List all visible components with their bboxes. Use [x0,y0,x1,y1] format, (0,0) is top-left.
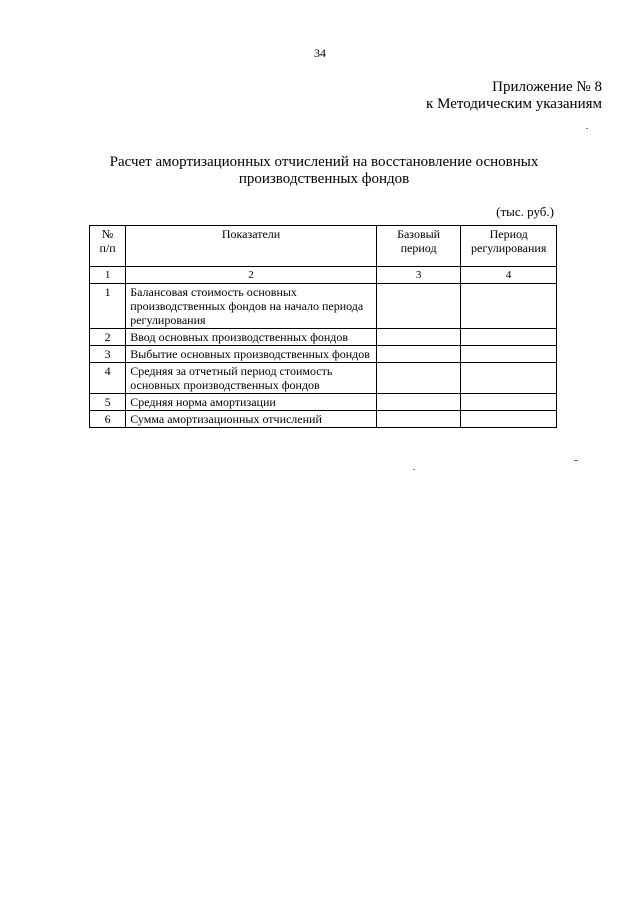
header-number [90,226,126,267]
row-base-value [376,411,461,428]
header-indicators: Показатели [126,226,377,267]
header-number-line-2: п/п [99,241,116,255]
table-row [90,329,557,346]
appendix-header [426,79,602,113]
page-number: 34 [314,46,326,60]
depreciation-table [89,225,557,428]
table-row [90,284,557,329]
table-row [90,394,557,411]
row-reg-value [461,346,557,363]
row-base-value [376,329,461,346]
row-base-value [376,346,461,363]
header-regulation-period [461,226,557,267]
title-line-1: Расчет амортизационных отчислений на восстановление основных [109,154,539,170]
row-reg-value [461,329,557,346]
row-number: 2 [90,329,126,346]
header-reg-line-2: регулирования [471,241,547,255]
scan-speck [413,469,415,470]
column-number: 2 [126,267,377,284]
units-label: (тыс. руб.) [496,204,554,219]
column-number: 1 [90,267,126,284]
header-reg-line-1: Период [489,227,528,241]
row-number: 4 [90,363,126,394]
row-label: Средняя за отчетный период стоимость основных производственных фондов [126,363,377,394]
document-title [90,154,558,188]
table-header-row [90,226,557,267]
row-number: 1 [90,284,126,329]
scan-speck [586,128,588,129]
header-base-line-2: период [400,241,437,255]
table-row [90,346,557,363]
row-base-value [376,394,461,411]
table-row [90,363,557,394]
row-number: 3 [90,346,126,363]
column-number: 3 [376,267,461,284]
row-label: Выбытие основных производственных фондов [126,346,377,363]
row-base-value [376,363,461,394]
column-number-row [90,267,557,284]
row-reg-value [461,394,557,411]
row-reg-value [461,284,557,329]
row-number: 5 [90,394,126,411]
header-number-line-1: № [101,227,114,241]
row-reg-value [461,363,557,394]
header-base-line-1: Базовый [397,227,441,241]
row-label: Средняя норма амортизации [126,394,377,411]
column-number: 4 [461,267,557,284]
row-reg-value [461,411,557,428]
row-label: Сумма амортизационных отчислений [126,411,377,428]
header-base-period [376,226,461,267]
appendix-line-2: к Методическим указаниям [426,96,602,112]
row-number: 6 [90,411,126,428]
row-base-value [376,284,461,329]
title-line-2: производственных фондов [238,171,410,187]
row-label: Ввод основных производственных фондов [126,329,377,346]
row-label: Балансовая стоимость основных производственных фондов на начало периода регулирования [126,284,377,329]
scan-speck [574,460,578,461]
appendix-line-1: Приложение № 8 [492,79,602,95]
table-row [90,411,557,428]
